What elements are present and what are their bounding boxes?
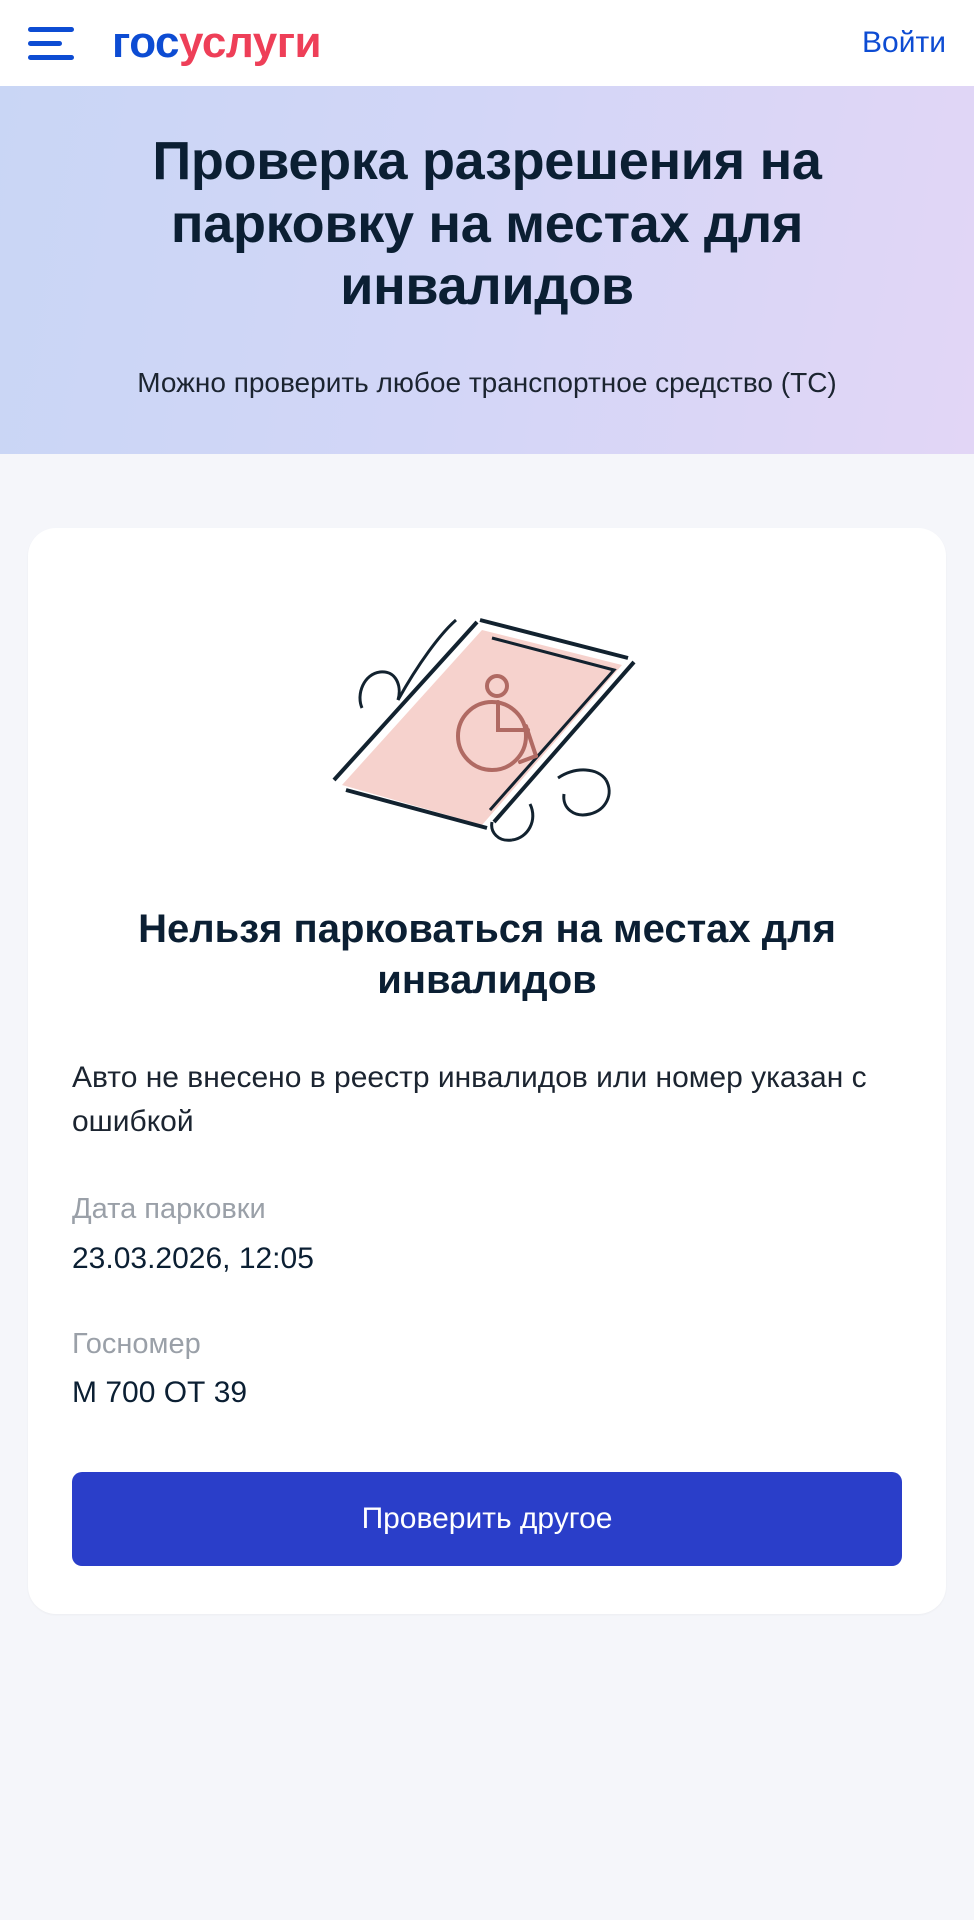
site-header <box>0 0 974 86</box>
login-link[interactable]: Войти <box>862 26 946 59</box>
hero-banner <box>0 86 974 454</box>
check-another-button[interactable]: Проверить другое <box>72 1472 902 1566</box>
burger-line-3 <box>28 55 74 60</box>
wheelchair-parking-space-illustration <box>72 572 902 886</box>
result-description: Авто не внесено в реестр инвалидов или номер указан с ошибкой <box>72 1061 867 1138</box>
plate-number-label: Госномер <box>72 1327 201 1360</box>
result-card <box>28 528 946 1615</box>
result-title: Нельзя парковаться на местах для инвалидов <box>138 906 836 1002</box>
parking-date-label: Дата парковки <box>72 1193 266 1226</box>
burger-line-2 <box>28 41 62 46</box>
burger-line-1 <box>28 27 74 32</box>
main-content <box>0 454 974 1655</box>
page-subtitle: Можно проверить любое транспортное средство (ТС) <box>137 366 837 398</box>
plate-number-value: М 700 ОТ 39 <box>72 1376 248 1410</box>
burger-menu-icon[interactable] <box>28 23 74 63</box>
parking-date-value: 23.03.2026, 12:05 <box>72 1241 314 1275</box>
logo-text-primary: гос <box>112 18 180 67</box>
logo-text-secondary: услуги <box>179 18 322 67</box>
page-title: Проверка разрешения на парковку на местах для инвалидов <box>152 131 822 317</box>
gosuslugi-logo[interactable] <box>112 18 322 67</box>
